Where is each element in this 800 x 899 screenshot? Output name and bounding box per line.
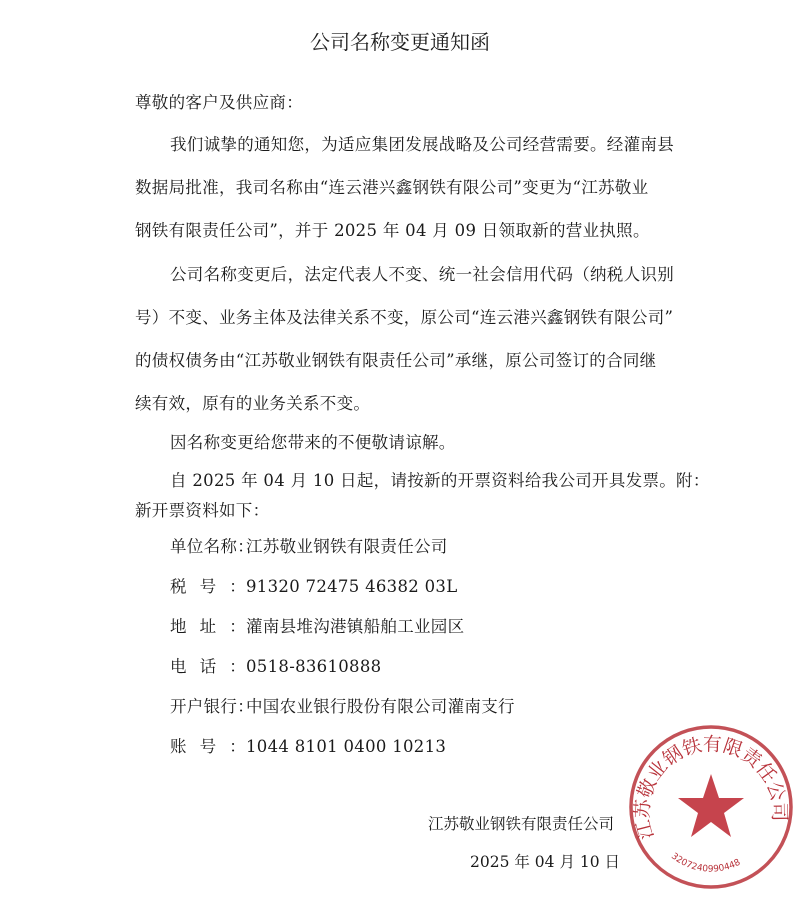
invoice-label: 电话： (170, 657, 246, 676)
seal-text: 江苏敬业钢铁有限责任公司 (631, 733, 791, 842)
invoice-value: 中国农业银行股份有限公司灌南支行 (246, 697, 515, 716)
paragraph-line: 自 2025 年 04 月 10 日起，请按新的开票资料给我公司开具发票。附： (170, 471, 710, 490)
invoice-label: 地址： (170, 617, 246, 636)
seal-number: 3207240990448 (669, 851, 743, 875)
signature-company: 江苏敬业钢铁有限责任公司 (428, 815, 615, 833)
seal-star-icon (678, 774, 744, 837)
paragraph-line: 钢铁有限责任公司”，并于 2025 年 04 月 09 日领取新的营业执照。 (135, 221, 650, 240)
paragraph-line: 号）不变、业务主体及法律关系不变，原公司“连云港兴鑫钢铁有限公司” (135, 308, 674, 327)
invoice-value: 江苏敬业钢铁有限责任公司 (246, 537, 448, 556)
invoice-row-bank (170, 696, 515, 718)
invoice-row-name (170, 536, 448, 558)
invoice-row-phone (170, 656, 381, 678)
invoice-label: 税号： (170, 577, 246, 596)
company-seal (626, 722, 796, 892)
invoice-row-account (170, 736, 446, 758)
page-title: 公司名称变更通知函 (310, 30, 490, 54)
paragraph-line: 续有效，原有的业务关系不变。 (135, 394, 371, 413)
paragraph-line: 因名称变更给您带来的不便敬请谅解。 (170, 433, 456, 452)
paragraph-line: 公司名称变更后，法定代表人不变、统一社会信用代码（纳税人识别 (170, 265, 674, 284)
invoice-label: 账号： (170, 737, 246, 756)
invoice-label: 开户银行： (170, 697, 254, 716)
svg-text:3207240990448 (669, 851, 742, 874)
invoice-value: 灌南县堆沟港镇船舶工业园区 (246, 617, 465, 636)
invoice-row-tax (170, 576, 457, 598)
invoice-value: 91320 72475 46382 03L (246, 577, 458, 596)
invoice-row-address (170, 616, 464, 638)
signature-date: 2025 年 04 月 10 日 (470, 853, 621, 871)
invoice-label: 单位名称： (170, 537, 254, 556)
paragraph-line: 的债权债务由“江苏敬业钢铁有限责任公司”承继，原公司签订的合同继 (135, 351, 657, 370)
paragraph-line: 我们诚挚的通知您，为适应集团发展战略及公司经营需要。经灌南县 (170, 135, 674, 154)
paragraph-line: 新开票资料如下： (135, 501, 270, 520)
paragraph-line: 数据局批准，我司名称由“连云港兴鑫钢铁有限公司”变更为“江苏敬业 (135, 178, 649, 197)
invoice-value: 1044 8101 0400 10213 (246, 737, 447, 756)
salutation: 尊敬的客户及供应商： (135, 93, 303, 112)
invoice-value: 0518-83610888 (246, 657, 382, 676)
